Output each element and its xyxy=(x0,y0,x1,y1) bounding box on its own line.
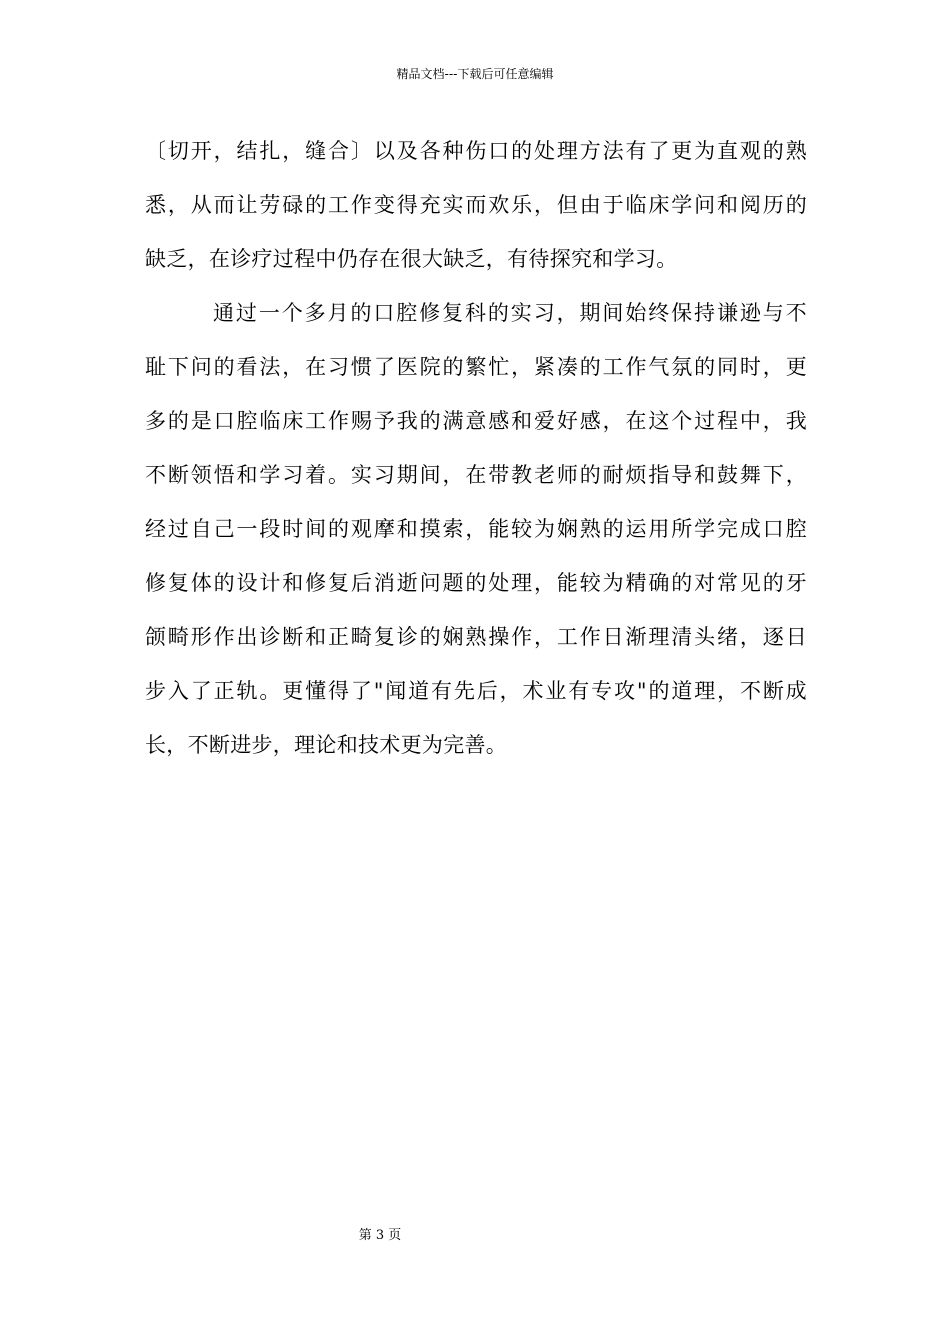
page-number: 第 3 页 xyxy=(358,1228,402,1243)
text-line: 耻下问的看法，在习惯了医院的繁忙，紧凑的工作气氛的同时，更 xyxy=(145,355,807,379)
text-line: 颌畸形作出诊断和正畸复诊的娴熟操作，工作日渐理清头绪，逐日 xyxy=(145,625,807,649)
text-line: 长，不断进步，理论和技术更为完善。 xyxy=(145,733,508,757)
document-body xyxy=(145,130,807,778)
text-line: 步入了正轨。更懂得了"闻道有先后，术业有专攻"的道理，不断成 xyxy=(145,679,807,703)
text-line: 不断领悟和学习着。实习期间，在带教老师的耐烦指导和鼓舞下， xyxy=(145,463,807,487)
text-line: 〔切开，结扎，缝合〕以及各种伤口的处理方法有了更为直观的熟 xyxy=(145,139,807,163)
text-line: 悉，从而让劳碌的工作变得充实而欢乐，但由于临床学问和阅历的 xyxy=(145,193,807,217)
text-line: 多的是口腔临床工作赐予我的满意感和爱好感，在这个过程中，我 xyxy=(145,409,807,433)
text-line: 通过一个多月的口腔修复科的实习，期间始终保持谦逊与不 xyxy=(213,301,807,325)
text-line: 经过自己一段时间的观摩和摸索，能较为娴熟的运用所学完成口腔 xyxy=(145,517,807,541)
page-header: 精品文档---下载后可任意编辑 xyxy=(396,67,554,81)
text-line: 修复体的设计和修复后消逝问题的处理，能较为精确的对常见的牙 xyxy=(145,571,807,595)
text-line: 缺乏，在诊疗过程中仍存在很大缺乏，有待探究和学习。 xyxy=(145,247,678,271)
